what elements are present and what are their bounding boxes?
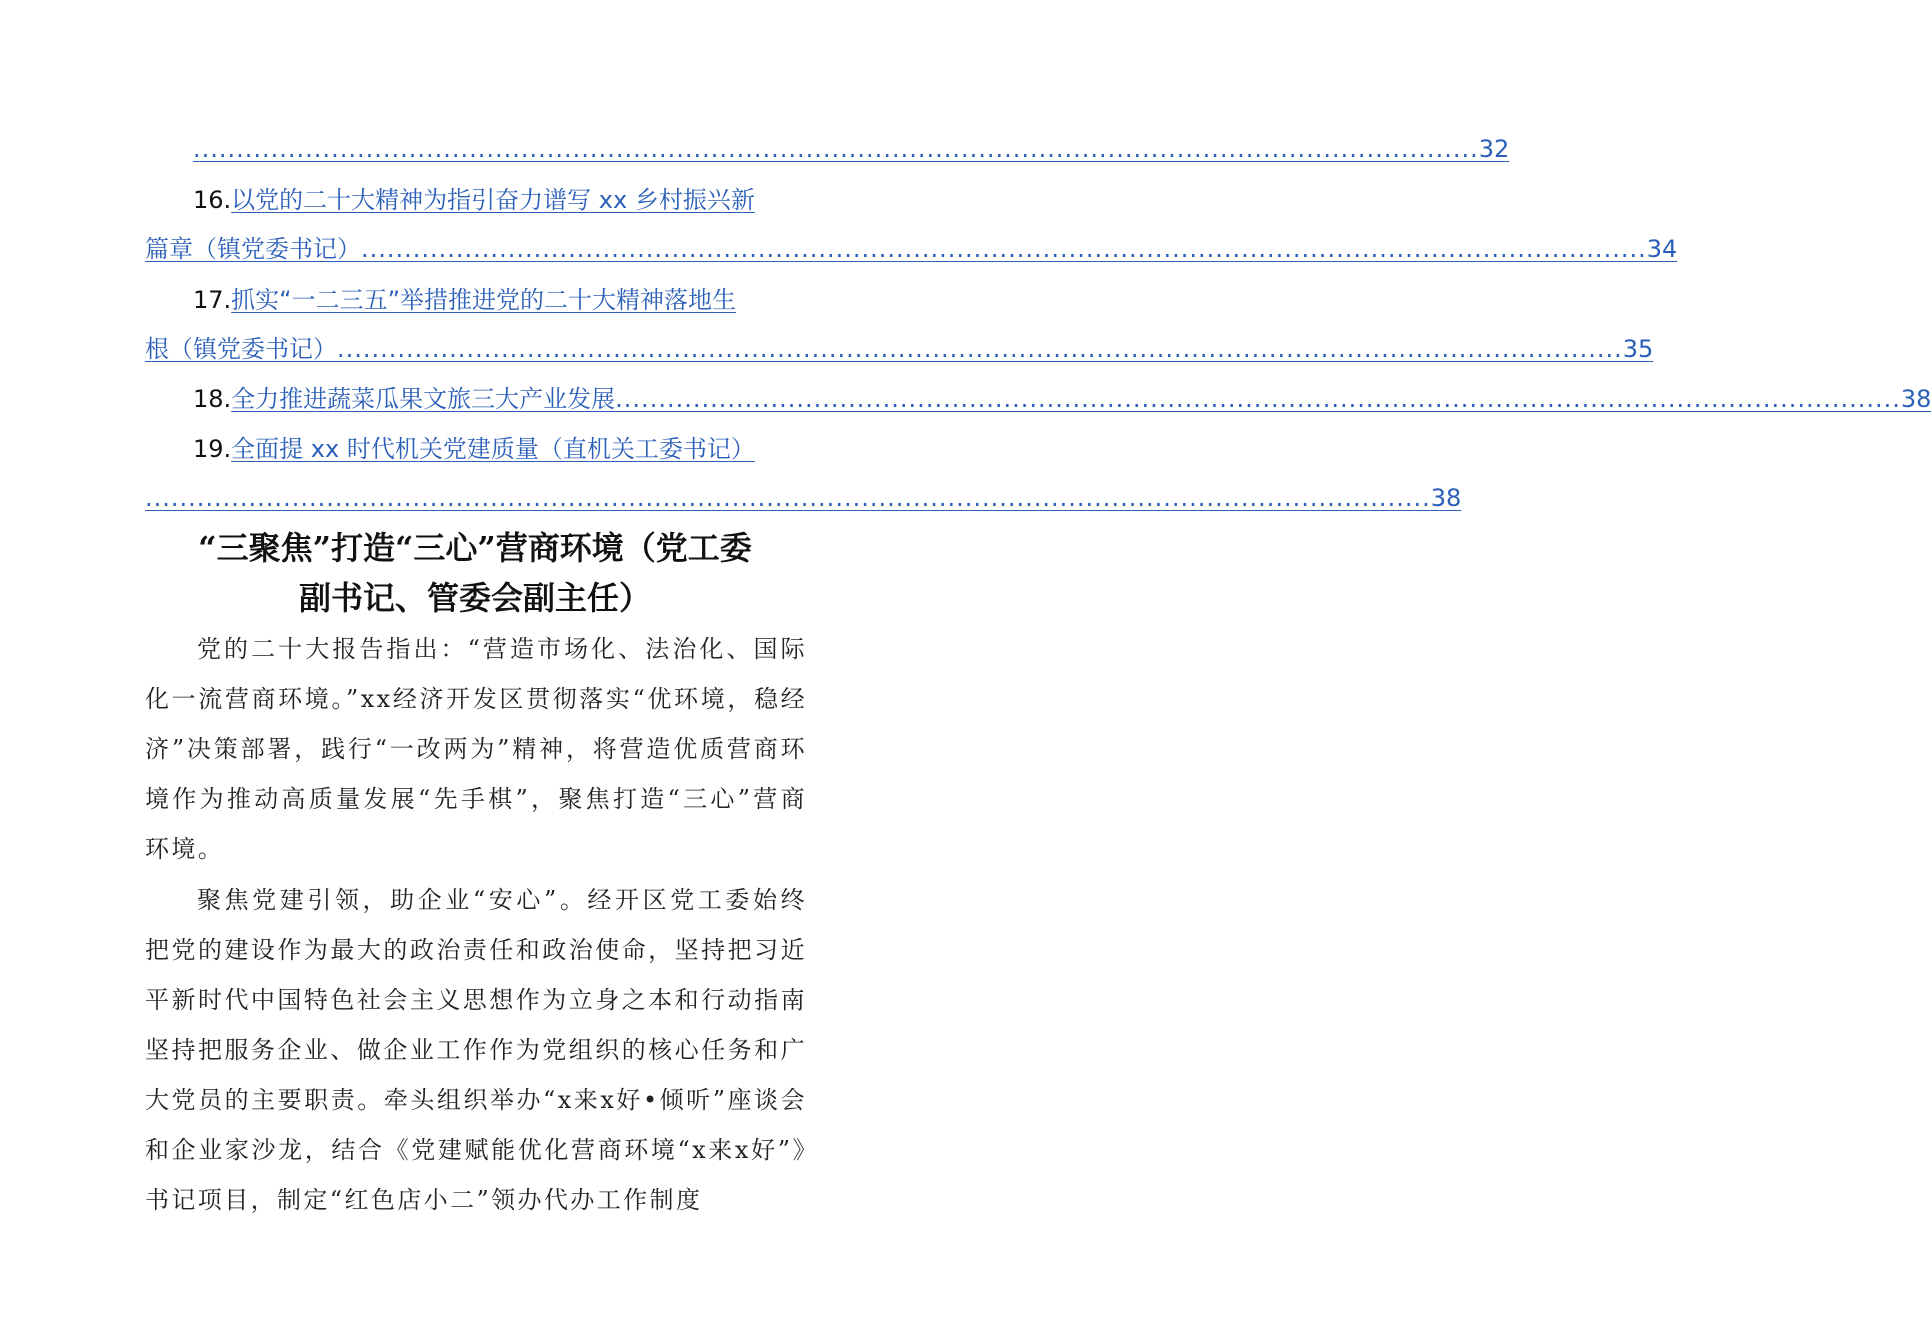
toc-item-17[interactable] [193,280,806,320]
toc-item-16[interactable] [193,180,806,220]
toc-item-19-continued[interactable] [145,478,1462,518]
section-heading-line2: 副书记、管委会副主任） [298,579,651,617]
body-paragraph-2: 聚焦党建引领，助企业“安心”。经开区党工委始终把党的建设作为最大的政治责任和政治使命，坚持把习近平新时代中国特色社会主义思想作为立身之本和行动指南坚持把服务企业、做企业工作作为党组织的核心任务和广大党员的主要职责。牵头组织举办“x来x好•倾听”座谈会和企业家沙龙，结合《党建赋能优化营商环境“x来x好”》书记项目，制定“红色店小二”领办代办工作制度 [145,886,807,1214]
toc-leader-dots: ..................................................................................................................................................... [193,135,1479,163]
toc-item-19[interactable] [193,429,806,469]
toc-item-title[interactable]: 全力推进蔬菜瓜果文旅三大产业发展 [231,385,616,413]
toc-page-number[interactable]: 34 [1646,235,1678,263]
toc-item-17-continued[interactable] [145,329,1654,369]
toc-item-number: 18. [193,385,232,413]
toc-page-number[interactable]: 38 [1900,385,1931,413]
toc-item-title-continued[interactable]: 篇章（镇党委书记） [145,235,361,263]
toc-continuation-line[interactable] [193,129,1510,169]
toc-item-number: 19. [193,435,232,463]
toc-item-title[interactable]: 抓实“一二三五”举措推进党的二十大精神落地生 [231,286,737,314]
toc-leader-dots: ..................................................................................................................................................... [337,335,1623,363]
body-paragraph-1: 党的二十大报告指出：“营造市场化、法治化、国际化一流营商环境。”xx经济开发区贯彻落实“优环境，稳经济”决策部署，践行“一改两为”精神，将营造优质营商环境作为推动高质量发展“先手棋”，聚焦打造“三心”营商环境。 [145,635,807,863]
toc-leader-dots: ..................................................................................................................................................... [361,235,1647,263]
toc-item-number: 17. [193,286,232,314]
toc-item-title[interactable]: 全面提 xx 时代机关党建质量（直机关工委书记） [231,435,755,463]
toc-item-title[interactable]: 以党的二十大精神为指引奋力谱写 xx 乡村振兴新 [231,186,755,214]
section-heading-line1: “三聚焦”打造“三心”营商环境（党工委 [198,529,752,567]
toc-item-16-continued[interactable] [145,229,1678,269]
toc-page-number[interactable]: 38 [1430,484,1462,512]
toc-leader-dots: ..................................................................................................................................................... [615,385,1901,413]
toc-item-18[interactable] [193,379,1931,419]
toc-page-number[interactable]: 32 [1478,135,1510,163]
toc-page-number[interactable]: 35 [1622,335,1654,363]
toc-leader-dots: ..................................................................................................................................................... [145,484,1431,512]
toc-item-title-continued[interactable]: 根（镇党委书记） [145,335,337,363]
toc-item-number: 16. [193,186,232,214]
